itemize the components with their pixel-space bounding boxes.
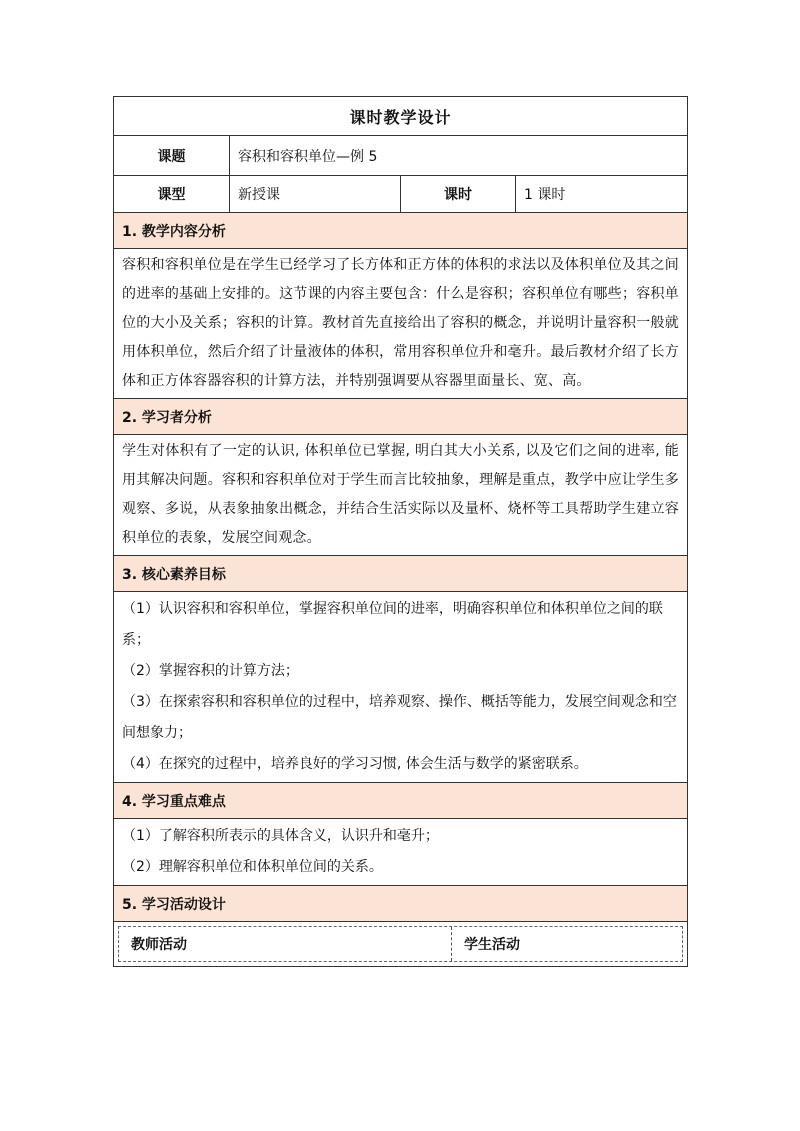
list-item: （1）了解容积所表示的具体含义，认识升和毫升；: [122, 828, 439, 844]
lesson-plan-table: [113, 96, 688, 967]
document-title: 课时教学设计: [114, 97, 688, 136]
list-item: （2）理解容积单位和体积单位间的关系。: [122, 859, 383, 875]
period-value: 1 课时: [516, 176, 688, 213]
list-item: （1）认识容积和容积单位，掌握容积单位间的进率，明确容积单位和体积单位之间的联系；: [122, 601, 663, 648]
list-item: （4）在探究的过程中，培养良好的学习习惯, 体会生活与数学的紧密联系。: [122, 756, 588, 772]
key-points-list: [114, 819, 688, 886]
activity-dashed-frame: [118, 926, 683, 962]
section-heading-learner-analysis: 2. 学习者分析: [114, 399, 688, 435]
period-label: 课时: [401, 176, 516, 213]
section-heading-content-analysis: 1. 教学内容分析: [114, 213, 688, 249]
list-item: （2）掌握容积的计算方法；: [122, 663, 299, 679]
section-heading-core-goals: 3. 核心素养目标: [114, 556, 688, 592]
lesson-type-value: 新授课: [230, 176, 401, 213]
teacher-activity-header: 教师活动: [119, 927, 452, 961]
activity-table: [119, 927, 682, 961]
learner-analysis-text: 学生对体积有了一定的认识, 体积单位已掌握, 明白其大小关系, 以及它们之间的进率, 能用其解决问题。容积和容积单位对于学生而言比较抽象，理解是重点，教学中应让学生多观察、多说，从表象抽象出概念，并结合生活实际以及量杯、烧杯等工具帮助学生建立容积单位的表象，发展空间观念。: [114, 435, 688, 556]
topic-value: 容积和容积单位—例 5: [230, 136, 688, 176]
lesson-type-label: 课型: [114, 176, 230, 213]
activity-design-cell: [114, 922, 688, 967]
section-heading-key-points: 4. 学习重点难点: [114, 783, 688, 819]
section-heading-activity-design: 5. 学习活动设计: [114, 886, 688, 922]
student-activity-header: 学生活动: [464, 937, 520, 953]
content-analysis-text: 容积和容积单位是在学生已经学习了长方体和正方体的体积的求法以及体积单位及其之间的进率的基础上安排的。这节课的内容主要包含：什么是容积；容积单位有哪些；容积单位的大小及关系；容积的计算。教材首先直接给出了容积的概念，并说明计量容积一般就用体积单位，然后介绍了计量液体的体积，常用容积单位升和毫升。最后教材介绍了长方体和正方体容器容积的计算方法，并特别强调要从容器里面量长、宽、高。: [114, 249, 688, 399]
topic-label: 课题: [114, 136, 230, 176]
list-item: （3）在探索容积和容积单位的过程中，培养观察、操作、概括等能力，发展空间观念和空间想象力；: [122, 694, 677, 741]
core-goals-list: [114, 592, 688, 783]
